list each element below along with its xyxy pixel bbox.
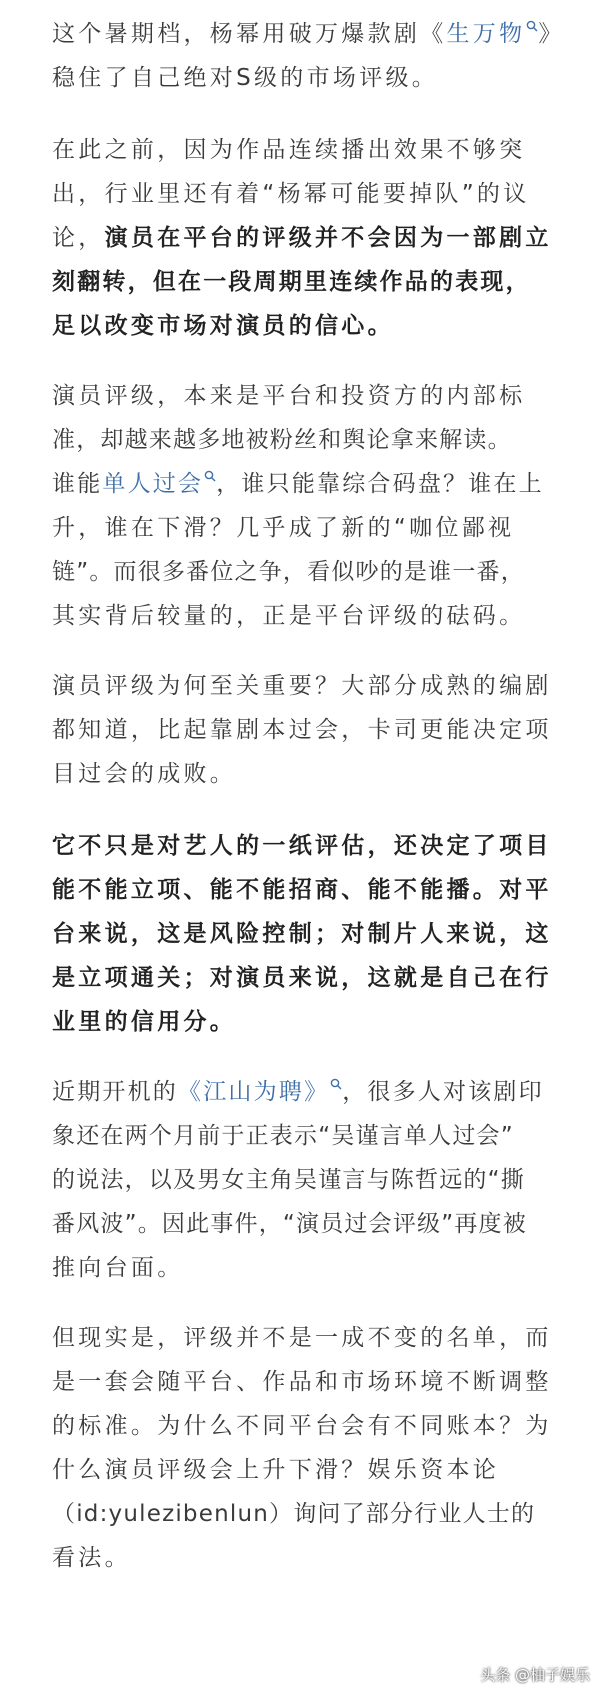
link-text[interactable]: 单人过会 xyxy=(102,471,204,497)
text: 这个暑期档，杨幂用破万爆款剧《 xyxy=(52,21,447,47)
line: 演员评级，本来是平台和投资方的内部标 xyxy=(52,383,526,409)
text: 》 xyxy=(538,21,565,47)
line: 象还在两个月前于正表示“吴谨言单人过会” xyxy=(52,1123,514,1149)
search-icon[interactable] xyxy=(330,1078,342,1090)
line: 链”。而很多番位之争，看似吵的是谁一番， xyxy=(52,559,525,585)
line: 是一套会随平台、作品和市场环境不断调整 xyxy=(52,1369,552,1395)
line: 看法。 xyxy=(52,1545,131,1571)
bold-line: 足以改变市场对演员的信心。 xyxy=(52,313,394,339)
link-jiang-shan-wei-pin[interactable] xyxy=(178,1079,342,1105)
line: 但现实是，评级并不是一成不变的名单，而 xyxy=(52,1325,552,1351)
line: 番风波”。因此事件，“演员过会评级”再度被 xyxy=(52,1211,527,1237)
search-icon[interactable] xyxy=(526,20,538,32)
bold-line: 业里的信用分。 xyxy=(52,1009,237,1035)
link-dan-ren-guo-hui[interactable] xyxy=(102,471,216,497)
line: 演员评级为何至关重要？大部分成熟的编剧 xyxy=(52,673,552,699)
bold-line: 它不只是对艺人的一纸评估，还决定了项目 xyxy=(52,833,552,859)
line: （id:yulezibenlun）询问了部分行业人士的 xyxy=(52,1501,536,1527)
bold-line: 刻翻转，但在一段周期里连续作品的表现， xyxy=(52,269,531,295)
line: 推向台面。 xyxy=(52,1255,184,1281)
line: 准，却越来越多地被粉丝和舆论拿来解读。 xyxy=(52,427,512,453)
bold-line: 能不能立项、能不能招商、能不能播。对平 xyxy=(52,877,552,903)
line xyxy=(52,220,552,256)
line: 出，行业里还有着“杨幂可能要掉队”的议 xyxy=(52,181,530,207)
line: 升，谁在下滑？几乎成了新的“咖位鄙视 xyxy=(52,515,515,541)
line xyxy=(52,1074,544,1110)
text: ，谁只能靠综合码盘？谁在上 xyxy=(216,471,544,497)
search-icon[interactable] xyxy=(204,470,216,482)
text: 谁能 xyxy=(52,471,103,497)
bold-text: 演员在平台的评级并不会因为一部剧立 xyxy=(104,225,552,251)
line xyxy=(52,466,544,502)
bold-line: 是立项通关；对演员来说，这就是自己在行 xyxy=(52,965,552,991)
link-sheng-wan-wu[interactable] xyxy=(447,21,539,47)
line: 在此之前，因为作品连续播出效果不够突 xyxy=(52,137,526,163)
line: 的说法，以及男女主角吴谨言与陈哲远的“撕 xyxy=(52,1167,525,1193)
line: 目过会的成败。 xyxy=(52,761,237,787)
text: 近期开机的 xyxy=(52,1079,178,1105)
line: 的标准。为什么不同平台会有不同账本？为 xyxy=(52,1413,552,1439)
text: 论， xyxy=(52,225,105,251)
text: ，很多人对该剧印 xyxy=(342,1079,544,1105)
line: 都知道，比起靠剧本过会，卡司更能决定项 xyxy=(52,717,552,743)
line: 稳住了自己绝对S级的市场评级。 xyxy=(52,65,439,91)
bold-line: 台来说，这是风险控制；对制片人来说，这 xyxy=(52,921,552,947)
link-text[interactable]: 生万物 xyxy=(446,21,526,47)
line: 什么演员评级会上升下滑？娱乐资本论 xyxy=(52,1457,500,1483)
line xyxy=(52,16,565,52)
watermark: 头条 @柚子娱乐 xyxy=(480,1666,590,1684)
line: 其实背后较量的，正是平台评级的砝码。 xyxy=(52,603,526,629)
link-text[interactable]: 《江山为聘》 xyxy=(178,1079,330,1105)
